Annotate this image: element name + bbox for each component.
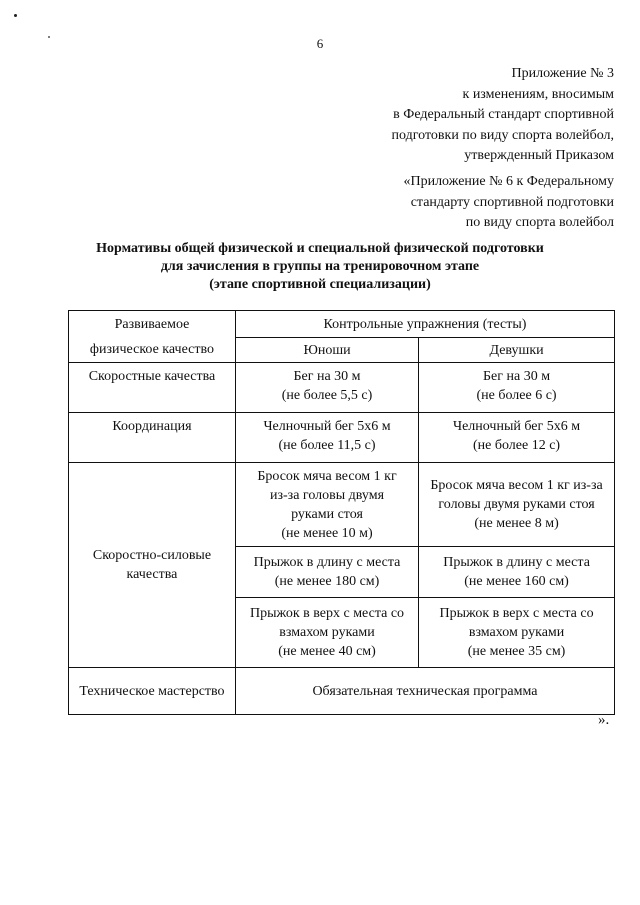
table-row	[69, 463, 615, 547]
document-title	[20, 240, 620, 294]
cell-line: Бег на 30 м	[483, 369, 551, 384]
title-line: для зачисления в группы на тренировочном этапе	[160, 259, 480, 274]
cell-line: Челночный бег 5х6 м	[452, 419, 581, 434]
cell-line: головы двумя руками стоя	[438, 497, 595, 512]
cell-line: Бросок мяча весом 1 кг из-за	[430, 478, 603, 493]
table-row	[69, 413, 615, 463]
cell-line: Прыжок в длину с места	[253, 555, 401, 570]
cell-line: взмахом руками	[468, 625, 565, 640]
cell-line: (не более 11,5 с)	[278, 438, 376, 453]
header-quality-line: физическое качество	[89, 341, 214, 357]
ball-throw-girls	[419, 463, 615, 547]
header-girls: Девушки	[419, 338, 615, 363]
cell-line: Прыжок в верх с места со	[249, 606, 405, 621]
page-number: 6	[316, 36, 324, 51]
cell-line: Скоростно-силовые	[92, 548, 212, 563]
coordination-boys	[235, 413, 418, 463]
table-header-row	[69, 311, 615, 338]
cell-line: Прыжок в длину с места	[443, 555, 590, 570]
technique-label: Техническое мастерство	[69, 668, 236, 715]
appendix-header	[294, 64, 614, 167]
cell-line: (не менее 160 см)	[464, 574, 569, 589]
cell-line: (не менее 35 см)	[467, 644, 566, 659]
cell-line: (не более 5,5 с)	[281, 388, 373, 403]
cell-line: качества	[126, 567, 178, 582]
cell-line: руками стоя	[291, 506, 363, 522]
cell-line: (не менее 180 см)	[274, 574, 380, 589]
cell-line: (не менее 8 м)	[474, 516, 559, 531]
header-quality-line: Развиваемое	[114, 316, 190, 332]
cell-line: Челночный бег 5х6 м	[263, 419, 391, 434]
header-quality	[69, 311, 236, 363]
table-row	[69, 668, 615, 715]
appendix-line: подготовки по виду спорта волейбол,	[391, 127, 614, 143]
speed-label: Скоростные качества	[69, 363, 236, 413]
closing-quote: ».	[598, 712, 610, 728]
cell-line: Бросок мяча весом 1 кг	[257, 468, 397, 484]
header-tests: Контрольные упражнения (тесты)	[235, 311, 614, 338]
appendix-line: к изменениям, вносимым	[462, 86, 614, 102]
appendix-line: утвержденный Приказом	[464, 148, 614, 163]
cell-line: (не менее 10 м)	[281, 525, 373, 541]
power-label	[69, 463, 236, 668]
cell-line: из-за головы двумя	[270, 487, 385, 503]
coordination-label: Координация	[69, 413, 236, 463]
cell-line: Прыжок в верх с места со	[439, 606, 594, 621]
cell-line: (не менее 40 см)	[278, 644, 376, 659]
ball-throw-boys	[235, 463, 418, 547]
coordination-girls	[419, 413, 615, 463]
appendix-line: Приложение № 3	[511, 66, 614, 81]
long-jump-boys	[235, 547, 418, 598]
appendix6-line: стандарту спортивной подготовки	[410, 194, 614, 210]
scan-dot	[14, 14, 17, 17]
long-jump-girls	[419, 547, 615, 598]
cell-line: (не более 12 с)	[473, 438, 561, 453]
cell-line: (не более 6 с)	[476, 388, 557, 403]
norms-table	[68, 310, 615, 715]
cell-line: взмахом руками	[279, 625, 375, 640]
appendix6-line: по виду спорта волейбол	[465, 215, 614, 230]
appendix6-header	[294, 172, 614, 234]
high-jump-boys	[235, 598, 418, 668]
table-row	[69, 363, 615, 413]
appendix6-line: «Приложение № 6 к Федеральному	[403, 174, 614, 189]
title-line: Нормативы общей физической и специальной физической подготовки	[96, 241, 544, 256]
speed-girls	[419, 363, 615, 413]
high-jump-girls	[419, 598, 615, 668]
appendix-line: в Федеральный стандарт спортивной	[393, 107, 614, 122]
title-line: (этапе спортивной специализации)	[209, 277, 431, 292]
header-boys: Юноши	[235, 338, 418, 363]
cell-line: Бег на 30 м	[293, 369, 361, 384]
technique-value: Обязательная техническая программа	[235, 668, 614, 715]
speed-boys	[235, 363, 418, 413]
